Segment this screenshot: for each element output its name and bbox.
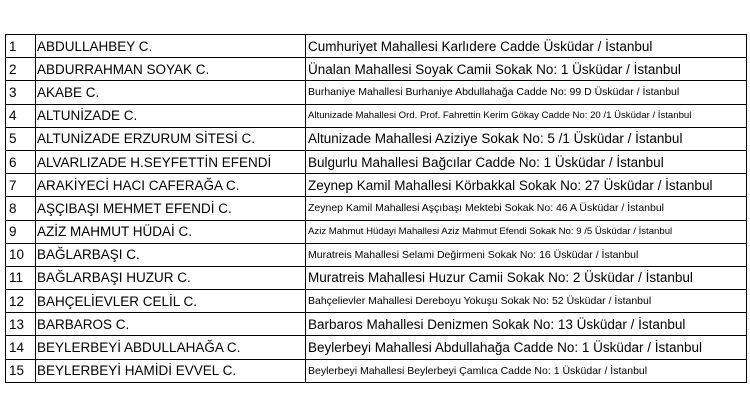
row-number: 9: [6, 220, 36, 243]
table-row: [6, 197, 747, 220]
mosque-name: AZİZ MAHMUT HÜDAİ C.: [36, 220, 306, 243]
row-number: 3: [6, 81, 36, 104]
mosque-name: BAHÇELİEVLER CELİL C.: [36, 290, 306, 313]
mosque-name: BEYLERBEYİ ABDULLAHAĞA C.: [36, 336, 306, 359]
mosque-name: ABDULLAHBEY C.: [36, 35, 306, 58]
mosque-name: BEYLERBEYİ HAMİDİ EVVEL C.: [36, 359, 306, 382]
mosque-address: Zeynep Kamil Mahallesi Aşçıbaşı Mektebi Sokak No: 46 A Üsküdar / İstanbul: [306, 197, 747, 220]
table-row: [6, 81, 747, 104]
mosque-address-table: [5, 34, 747, 383]
mosque-name: ARAKİYECİ HACI CAFERAĞA C.: [36, 174, 306, 197]
row-number: 5: [6, 127, 36, 150]
mosque-address: Bulgurlu Mahallesi Bağcılar Cadde No: 1 Üsküdar / İstanbul: [306, 150, 747, 173]
table-row: [6, 174, 747, 197]
table-row: [6, 127, 747, 150]
row-number: 13: [6, 313, 36, 336]
mosque-address: Altunizade Mahallesi Aziziye Sokak No: 5 /1 Üsküdar / İstanbul: [306, 127, 747, 150]
table-body: [6, 35, 747, 383]
table-row: [6, 313, 747, 336]
row-number: 7: [6, 174, 36, 197]
mosque-address: Zeynep Kamil Mahallesi Körbakkal Sokak No: 27 Üsküdar / İstanbul: [306, 174, 747, 197]
mosque-address: Ünalan Mahallesi Soyak Camii Sokak No: 1 Üsküdar / İstanbul: [306, 58, 747, 81]
mosque-address: Aziz Mahmut Hüdayi Mahallesi Aziz Mahmut Efendi Sokak No: 9 /5 Üsküdar / İstanbul: [306, 220, 747, 243]
table-row: [6, 336, 747, 359]
mosque-address: Bahçelievler Mahallesi Dereboyu Yokuşu Sokak No: 52 Üsküdar / İstanbul: [306, 290, 747, 313]
table-row: [6, 35, 747, 58]
mosque-address: Altunizade Mahallesi Ord. Prof. Fahrettin Kerim Gökay Cadde No: 20 /1 Üsküdar / İstanbul: [306, 104, 747, 127]
mosque-address: Beylerbeyi Mahallesi Abdullahağa Cadde No: 1 Üsküdar / İstanbul: [306, 336, 747, 359]
mosque-name: ALVARLIZADE H.SEYFETTİN EFENDİ: [36, 150, 306, 173]
mosque-address: Muratreis Mahallesi Huzur Camii Sokak No: 2 Üsküdar / İstanbul: [306, 266, 747, 289]
table-row: [6, 290, 747, 313]
table-row: [6, 359, 747, 382]
mosque-address: Cumhuriyet Mahallesi Karlıdere Cadde Üsküdar / İstanbul: [306, 35, 747, 58]
row-number: 4: [6, 104, 36, 127]
row-number: 14: [6, 336, 36, 359]
mosque-name: AŞÇIBAŞI MEHMET EFENDİ C.: [36, 197, 306, 220]
table-row: [6, 58, 747, 81]
row-number: 2: [6, 58, 36, 81]
table-row: [6, 150, 747, 173]
row-number: 10: [6, 243, 36, 266]
mosque-name: ABDURRAHMAN SOYAK C.: [36, 58, 306, 81]
mosque-address: Barbaros Mahallesi Denizmen Sokak No: 13 Üsküdar / İstanbul: [306, 313, 747, 336]
table-row: [6, 243, 747, 266]
row-number: 8: [6, 197, 36, 220]
mosque-address: Burhaniye Mahallesi Burhaniye Abdullahağa Cadde No: 99 D Üsküdar / İstanbul: [306, 81, 747, 104]
row-number: 6: [6, 150, 36, 173]
mosque-name: BARBAROS C.: [36, 313, 306, 336]
mosque-name: AKABE C.: [36, 81, 306, 104]
mosque-name: ALTUNİZADE C.: [36, 104, 306, 127]
row-number: 15: [6, 359, 36, 382]
row-number: 1: [6, 35, 36, 58]
row-number: 12: [6, 290, 36, 313]
mosque-address: Muratreis Mahallesi Selami Değirmeni Sokak No: 16 Üsküdar / İstanbul: [306, 243, 747, 266]
table-row: [6, 104, 747, 127]
mosque-address: Beylerbeyi Mahallesi Beylerbeyi Çamlıca Cadde No: 1 Üsküdar / İstanbul: [306, 359, 747, 382]
table-row: [6, 266, 747, 289]
mosque-name: ALTUNİZADE ERZURUM SİTESİ C.: [36, 127, 306, 150]
mosque-name: BAĞLARBAŞI HUZUR C.: [36, 266, 306, 289]
mosque-name: BAĞLARBAŞI C.: [36, 243, 306, 266]
table-row: [6, 220, 747, 243]
row-number: 11: [6, 266, 36, 289]
